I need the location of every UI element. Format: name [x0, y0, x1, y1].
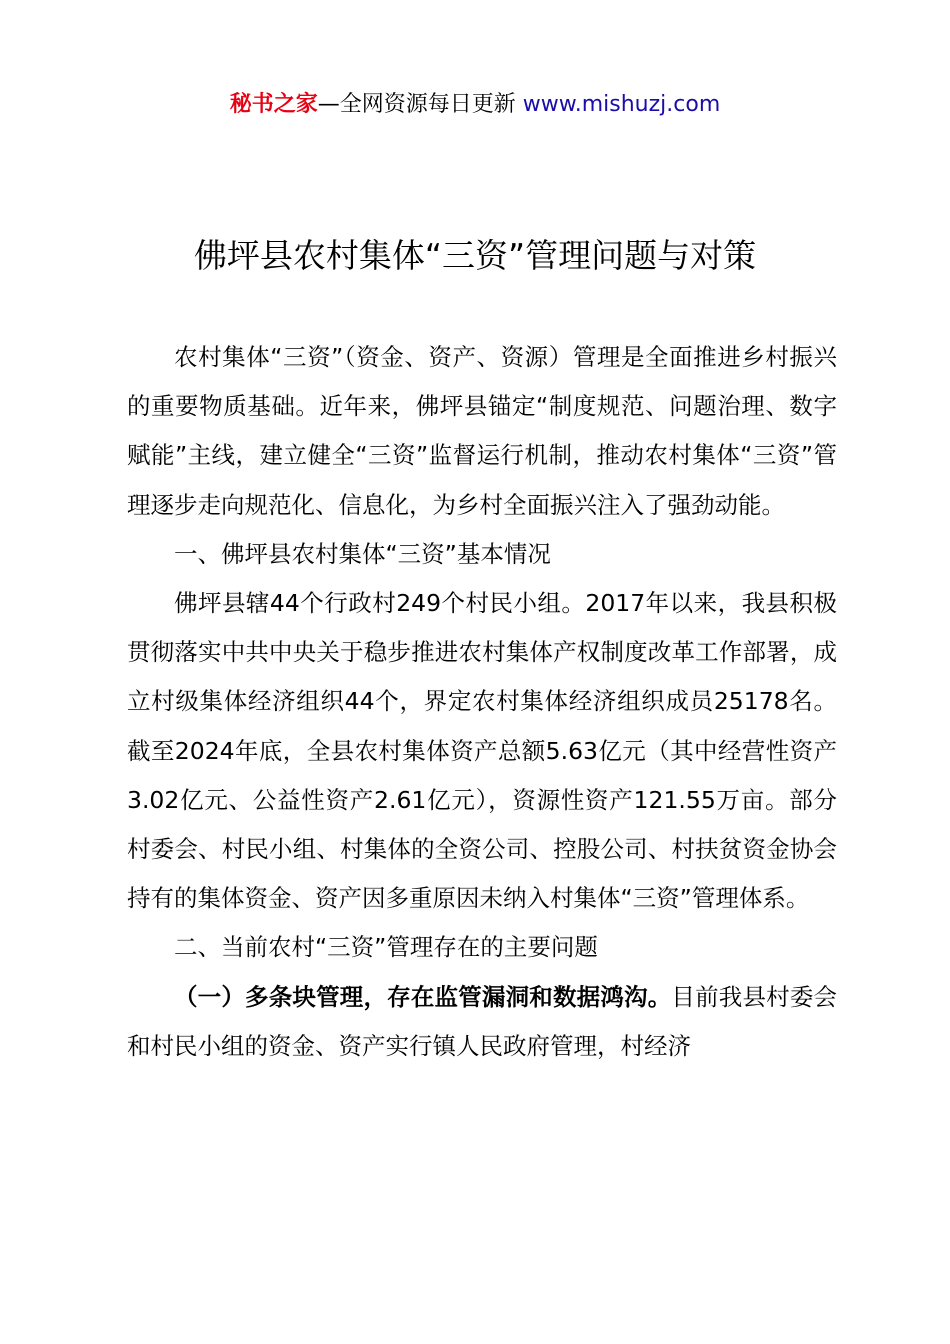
problem-1-text: 目前我县村委会和村民小组的资金、资产实行镇人民政府管理，村经济: [127, 982, 838, 1060]
section-1-paragraph: 佛坪县辖44个行政村249个村民小组。2017年以来，我县积极贯彻落实中共中央关于稳步推进农村集体产权制度改革工作部署，成立村级集体经济组织44个，界定农村集体经济组织成员25178名。截至2024年底，全县农村集体资产总额5.63亿元（其中经营性资产3.02亿元、公益性资产2.61亿元），资源性资产121.55万亩。部分村委会、村民小组、村集体的全资公司、控股公司、村扶贫资金协会持有的集体资金、资产因多重原因未纳入村集体“三资”管理体系。: [127, 589, 837, 913]
intro-paragraph: 农村集体“三资”（资金、资产、资源）管理是全面推进乡村振兴的重要物质基础。近年来，佛坪县锚定“制度规范、问题治理、数字赋能”主线，建立健全“三资”监督运行机制，推动农村集体“三资”管理逐步走向规范化、信息化，为乡村全面振兴注入了强劲动能。: [127, 343, 837, 519]
problem-1-lead: （一）多条块管理，存在监管漏洞和数据鸿沟。: [174, 982, 672, 1011]
problem-1-paragraph: [127, 973, 837, 1071]
section-heading-2: 二、当前农村“三资”管理存在的主要问题: [174, 933, 598, 962]
section-heading-1: 一、佛坪县农村集体“三资”基本情况: [174, 539, 551, 568]
document-title: 佛坪县农村集体“三资”管理问题与对策: [193, 236, 757, 275]
site-url-link[interactable]: www.mishuzj.com: [522, 92, 721, 117]
brand-name: 秘书之家: [229, 92, 318, 117]
site-header: [0, 88, 950, 122]
site-tagline: —全网资源每日更新: [317, 92, 523, 117]
document-body: [127, 333, 837, 1071]
